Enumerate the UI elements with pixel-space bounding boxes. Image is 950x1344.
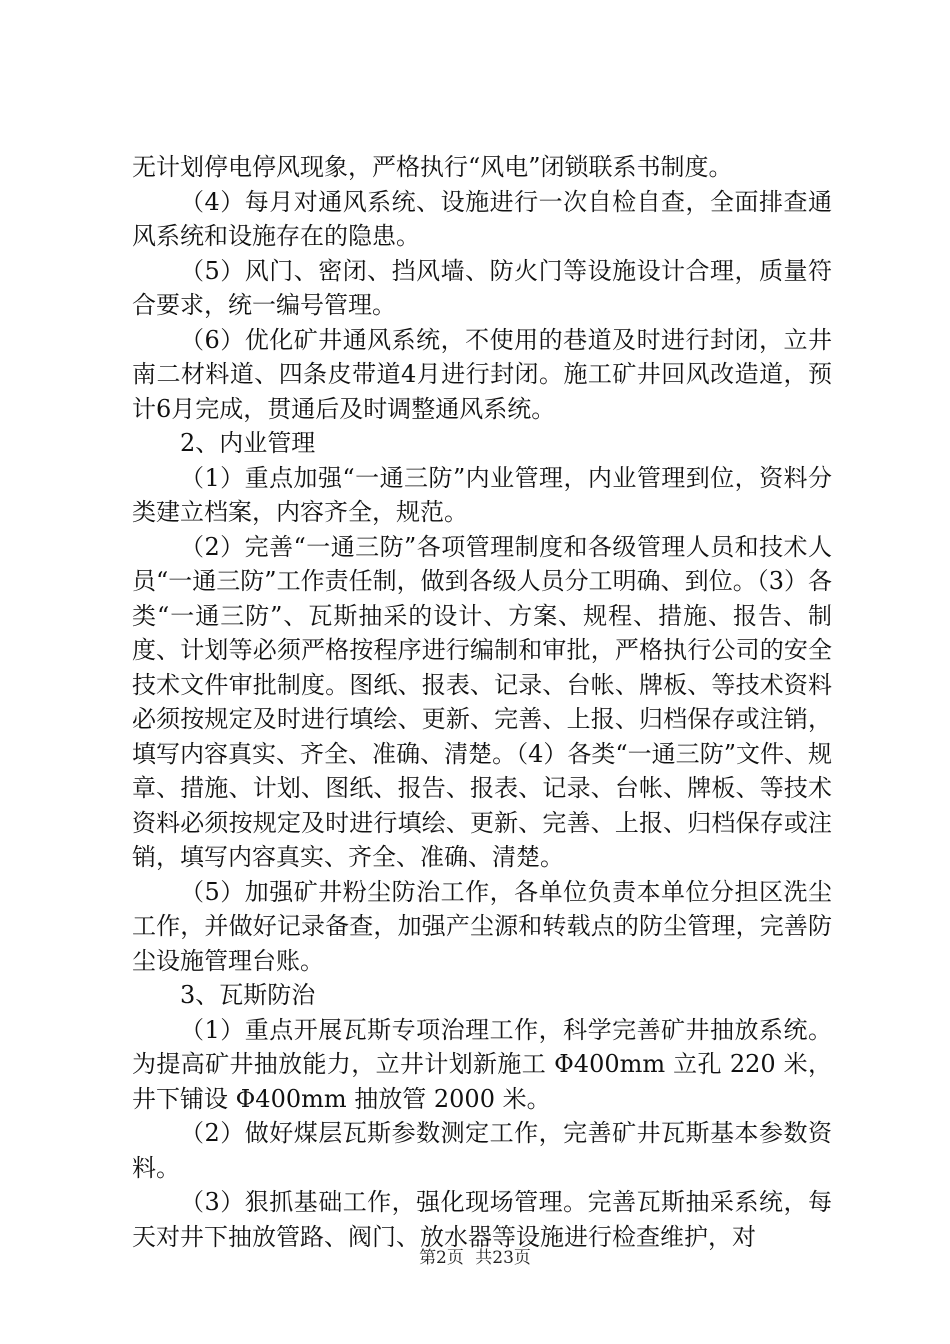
- paragraph-internal-1: （1）重点加强“一通三防”内业管理，内业管理到位，资料分类建立档案，内容齐全，规范。: [132, 463, 832, 526]
- paragraph-item-4: （4）每月对通风系统、设施进行一次自检自查，全面排查通风系统和设施存在的隐患。: [132, 187, 832, 250]
- section-heading-internal-management: 2、内业管理: [180, 429, 316, 457]
- paragraph-gas-3: （3）狠抓基础工作，强化现场管理。完善瓦斯抽采系统，每天对井下抽放管路、阀门、放水器等设施进行检查维护，对: [132, 1188, 832, 1251]
- section-heading-gas-control: 3、瓦斯防治: [180, 981, 316, 1009]
- paragraph-item-5: （5）风门、密闭、挡风墙、防火门等设施设计合理，质量符合要求，统一编号管理。: [132, 256, 832, 319]
- document-body: [132, 150, 832, 1254]
- paragraph-item-6: （6）优化矿井通风系统，不使用的巷道及时进行封闭，立井南二材料道、四条皮带道4月进行封闭。施工矿井回风改造道，预计6月完成，贯通后及时调整通风系统。: [132, 325, 832, 423]
- page-footer: [0, 1247, 950, 1269]
- paragraph-gas-2: （2）做好煤层瓦斯参数测定工作，完善矿井瓦斯基本参数资料。: [132, 1119, 832, 1182]
- paragraph-gas-1: （1）重点开展瓦斯专项治理工作，科学完善矿井抽放系统。为提高矿井抽放能力，立井计划新施工 Φ400mm 立孔 220 米，井下铺设 Φ400mm 抽放管 2000 米。: [132, 1015, 832, 1113]
- paragraph-internal-5: （5）加强矿井粉尘防治工作，各单位负责本单位分担区洗尘工作，并做好记录备查，加强产尘源和转载点的防尘管理，完善防尘设施管理台账。: [132, 877, 832, 975]
- paragraph-internal-2: （2）完善“一通三防”各项管理制度和各级管理人员和技术人员“一通三防”工作责任制，做到各级人员分工明确、到位。（3）各类“一通三防”、瓦斯抽采的设计、方案、规程、措施、报告、制度、计划等必须严格按程序进行编制和审批，严格执行公司的安全技术文件审批制度。图纸、报表、记录、台帐、牌板、等技术资料必须按规定及时进行填绘、更新、完善、上报、归档保存或注销，填写内容真实、齐全、准确、清楚。（4）各类“一通三防”文件、规章、措施、计划、图纸、报告、报表、记录、台帐、牌板、等技术资料必须按规定及时进行填绘、更新、完善、上报、归档保存或注销，填写内容真实、齐全、准确、清楚。: [132, 532, 832, 871]
- page-total: 共23页: [475, 1248, 531, 1268]
- page-number: 第2页: [419, 1248, 464, 1268]
- paragraph-continuation: 无计划停电停风现象，严格执行“风电”闭锁联系书制度。: [132, 153, 733, 181]
